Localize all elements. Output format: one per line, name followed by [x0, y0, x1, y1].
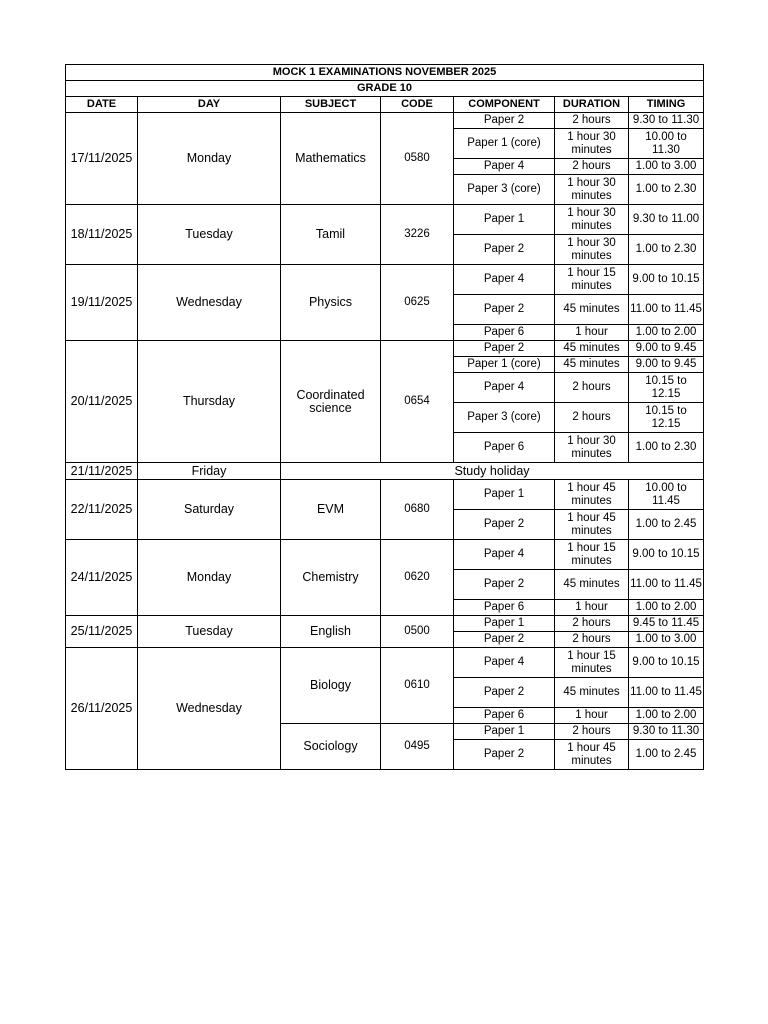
- cell-date: 18/11/2025: [66, 205, 138, 265]
- cell-duration: 2 hours: [555, 373, 629, 403]
- cell-duration: 1 hour 45 minutes: [555, 480, 629, 510]
- cell-timing: 10.00 to 11.45: [629, 480, 704, 510]
- cell-code: 0654: [381, 341, 454, 463]
- cell-component: Paper 4: [454, 265, 555, 295]
- cell-component: Paper 6: [454, 433, 555, 463]
- header-duration: DURATION: [555, 97, 629, 113]
- table-row: [66, 648, 704, 678]
- cell-duration: 2 hours: [555, 632, 629, 648]
- cell-component: Paper 2: [454, 678, 555, 708]
- cell-duration: 1 hour 30 minutes: [555, 175, 629, 205]
- cell-duration: 1 hour: [555, 708, 629, 724]
- cell-day: Friday: [138, 463, 281, 480]
- cell-date: 21/11/2025: [66, 463, 138, 480]
- cell-subject: Biology: [281, 648, 381, 724]
- cell-component: Paper 6: [454, 600, 555, 616]
- cell-timing: 1.00 to 2.00: [629, 325, 704, 341]
- cell-day: Tuesday: [138, 616, 281, 648]
- cell-duration: 2 hours: [555, 113, 629, 129]
- cell-code: 0500: [381, 616, 454, 648]
- table-row: [66, 341, 704, 357]
- cell-date: 20/11/2025: [66, 341, 138, 463]
- table-row: [66, 205, 704, 235]
- table-row: [66, 113, 704, 129]
- cell-component: Paper 6: [454, 708, 555, 724]
- header-subject: SUBJECT: [281, 97, 381, 113]
- study-holiday-note: Study holiday: [281, 463, 704, 480]
- table-row: [66, 616, 704, 632]
- cell-timing: 11.00 to 11.45: [629, 295, 704, 325]
- cell-component: Paper 6: [454, 325, 555, 341]
- cell-day: Wednesday: [138, 648, 281, 770]
- cell-date: 24/11/2025: [66, 540, 138, 616]
- cell-duration: 1 hour 30 minutes: [555, 433, 629, 463]
- cell-duration: 45 minutes: [555, 678, 629, 708]
- cell-duration: 1 hour: [555, 325, 629, 341]
- cell-duration: 2 hours: [555, 403, 629, 433]
- cell-code: 0680: [381, 480, 454, 540]
- cell-subject: Physics: [281, 265, 381, 341]
- cell-subject: English: [281, 616, 381, 648]
- cell-duration: 1 hour 30 minutes: [555, 129, 629, 159]
- cell-component: Paper 1: [454, 480, 555, 510]
- table-row: [66, 463, 704, 480]
- cell-component: Paper 3 (core): [454, 175, 555, 205]
- cell-duration: 1 hour: [555, 600, 629, 616]
- cell-timing: 1.00 to 2.45: [629, 740, 704, 770]
- cell-day: Wednesday: [138, 265, 281, 341]
- cell-component: Paper 2: [454, 570, 555, 600]
- exam-timetable: [65, 64, 703, 770]
- cell-component: Paper 2: [454, 235, 555, 265]
- table-subtitle: GRADE 10: [66, 81, 704, 97]
- cell-timing: 10.15 to 12.15: [629, 373, 704, 403]
- cell-duration: 2 hours: [555, 724, 629, 740]
- cell-timing: 9.30 to 11.30: [629, 113, 704, 129]
- cell-component: Paper 1: [454, 724, 555, 740]
- cell-duration: 1 hour 15 minutes: [555, 648, 629, 678]
- cell-timing: 1.00 to 3.00: [629, 159, 704, 175]
- cell-timing: 9.45 to 11.45: [629, 616, 704, 632]
- cell-timing: 11.00 to 11.45: [629, 570, 704, 600]
- cell-timing: 1.00 to 2.30: [629, 175, 704, 205]
- cell-component: Paper 4: [454, 373, 555, 403]
- cell-timing: 10.00 to 11.30: [629, 129, 704, 159]
- cell-component: Paper 4: [454, 648, 555, 678]
- cell-timing: 9.30 to 11.00: [629, 205, 704, 235]
- header-code: CODE: [381, 97, 454, 113]
- cell-timing: 10.15 to 12.15: [629, 403, 704, 433]
- cell-code: 0610: [381, 648, 454, 724]
- cell-duration: 2 hours: [555, 159, 629, 175]
- cell-duration: 2 hours: [555, 616, 629, 632]
- header-timing: TIMING: [629, 97, 704, 113]
- cell-component: Paper 2: [454, 510, 555, 540]
- cell-duration: 45 minutes: [555, 570, 629, 600]
- cell-subject: Chemistry: [281, 540, 381, 616]
- cell-duration: 1 hour 45 minutes: [555, 510, 629, 540]
- cell-component: Paper 4: [454, 540, 555, 570]
- cell-duration: 1 hour 15 minutes: [555, 540, 629, 570]
- cell-timing: 1.00 to 2.45: [629, 510, 704, 540]
- table-row: [66, 265, 704, 295]
- cell-duration: 45 minutes: [555, 357, 629, 373]
- cell-subject: Coordinated science: [281, 341, 381, 463]
- cell-duration: 1 hour 15 minutes: [555, 265, 629, 295]
- cell-code: 3226: [381, 205, 454, 265]
- cell-duration: 1 hour 30 minutes: [555, 205, 629, 235]
- cell-timing: 9.00 to 9.45: [629, 341, 704, 357]
- cell-date: 25/11/2025: [66, 616, 138, 648]
- cell-subject: Sociology: [281, 724, 381, 770]
- cell-timing: 9.00 to 10.15: [629, 540, 704, 570]
- cell-component: Paper 2: [454, 740, 555, 770]
- cell-timing: 9.30 to 11.30: [629, 724, 704, 740]
- cell-day: Thursday: [138, 341, 281, 463]
- cell-component: Paper 1: [454, 616, 555, 632]
- timetable-body: [66, 113, 704, 770]
- cell-component: Paper 1: [454, 205, 555, 235]
- cell-subject: Mathematics: [281, 113, 381, 205]
- cell-timing: 1.00 to 3.00: [629, 632, 704, 648]
- cell-date: 19/11/2025: [66, 265, 138, 341]
- cell-timing: 1.00 to 2.30: [629, 433, 704, 463]
- cell-component: Paper 3 (core): [454, 403, 555, 433]
- cell-duration: 1 hour 45 minutes: [555, 740, 629, 770]
- cell-timing: 9.00 to 10.15: [629, 265, 704, 295]
- cell-component: Paper 2: [454, 113, 555, 129]
- cell-timing: 9.00 to 9.45: [629, 357, 704, 373]
- cell-code: 0620: [381, 540, 454, 616]
- cell-subject: Tamil: [281, 205, 381, 265]
- cell-date: 17/11/2025: [66, 113, 138, 205]
- table-title: MOCK 1 EXAMINATIONS NOVEMBER 2025: [66, 65, 704, 81]
- header-date: DATE: [66, 97, 138, 113]
- cell-timing: 1.00 to 2.00: [629, 708, 704, 724]
- cell-component: Paper 1 (core): [454, 357, 555, 373]
- cell-code: 0495: [381, 724, 454, 770]
- cell-code: 0625: [381, 265, 454, 341]
- cell-timing: 11.00 to 11.45: [629, 678, 704, 708]
- header-component: COMPONENT: [454, 97, 555, 113]
- cell-subject: EVM: [281, 480, 381, 540]
- cell-code: 0580: [381, 113, 454, 205]
- cell-day: Monday: [138, 113, 281, 205]
- cell-component: Paper 2: [454, 341, 555, 357]
- cell-day: Monday: [138, 540, 281, 616]
- table-row: [66, 540, 704, 570]
- cell-date: 22/11/2025: [66, 480, 138, 540]
- cell-duration: 45 minutes: [555, 341, 629, 357]
- cell-duration: 45 minutes: [555, 295, 629, 325]
- cell-duration: 1 hour 30 minutes: [555, 235, 629, 265]
- cell-timing: 1.00 to 2.30: [629, 235, 704, 265]
- cell-component: Paper 2: [454, 295, 555, 325]
- cell-day: Saturday: [138, 480, 281, 540]
- cell-date: 26/11/2025: [66, 648, 138, 770]
- timetable-table: [65, 64, 704, 770]
- cell-component: Paper 1 (core): [454, 129, 555, 159]
- header-day: DAY: [138, 97, 281, 113]
- cell-timing: 1.00 to 2.00: [629, 600, 704, 616]
- cell-timing: 9.00 to 10.15: [629, 648, 704, 678]
- cell-component: Paper 2: [454, 632, 555, 648]
- cell-day: Tuesday: [138, 205, 281, 265]
- table-row: [66, 480, 704, 510]
- cell-component: Paper 4: [454, 159, 555, 175]
